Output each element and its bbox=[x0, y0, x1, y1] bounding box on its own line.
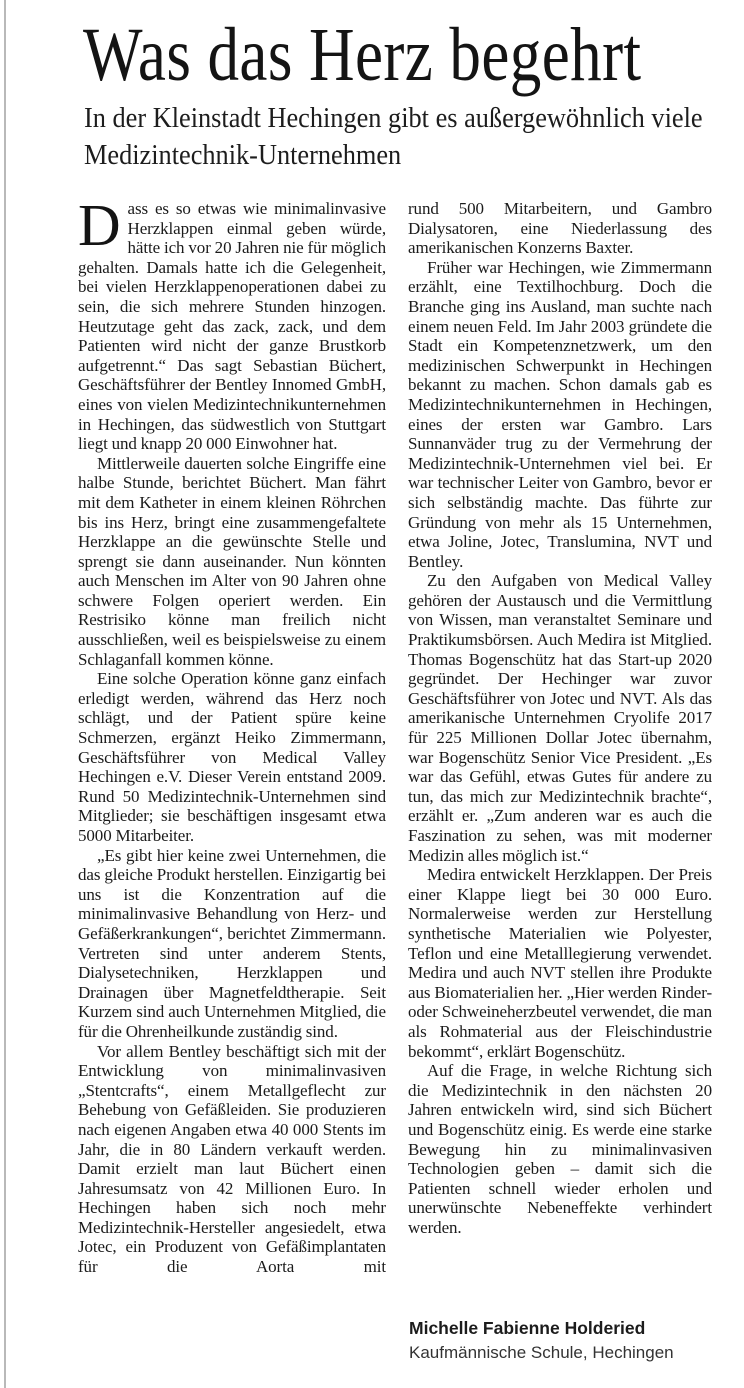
column-left bbox=[78, 199, 386, 1374]
paragraph: Medira entwickelt Herzklappen. Der Preis einer Klappe liegt bei 30 000 Euro. Normalerweise werden zur Herstellung synthetische Materialien wie Polyester, Teflon und eine Metalllegierung verwendet. Medira und auch NVT stellen ihre Produkte aus Biomaterialien her. „Hier werden Rinder- oder Schweineherzbeutel verwendet, die man als Rohmaterial aus der Fleischindustrie bekommt“, erklärt Bogenschütz. bbox=[408, 865, 712, 1061]
paragraph: rund 500 Mitarbeitern, und Gambro Dialysatoren, eine Niederlassung des amerikanischen Konzerns Baxter. bbox=[408, 199, 712, 258]
paragraph: Vor allem Bentley beschäftigt sich mit der Entwicklung von minimalinvasiven „Stentcrafts“, einem Metallgeflecht zur Behebung von Gefäßleiden. Sie produzieren nach eigenen Angaben etwa 40 000 Stents im Jahr, die in 80 Ländern verkauft werden. Damit erzielt man laut Büchert einen Jahresumsatz von 42 Millionen Euro. In Hechingen haben sich noch mehr Medizintechnik-Hersteller angesiedelt, etwa Jotec, ein Produzent von Gefäßimplantaten für die Aorta mit bbox=[78, 1041, 386, 1277]
subhead: In der Kleinstadt Hechingen gibt es außergewöhnlich viele Medizintechnik-Unternehmen bbox=[84, 103, 703, 171]
byline bbox=[409, 1316, 674, 1364]
byline-affiliation: Kaufmännische Schule, Hechingen bbox=[409, 1343, 674, 1362]
paragraph: Früher war Hechingen, wie Zimmermann erzählt, eine Textilhochburg. Doch die Branche ging ins Ausland, man suchte nach einem neuen Feld. Im Jahr 2003 gründete die Stadt ein Kompetenznetzwerk, um den medizinischen Schwerpunkt in Hechingen bekannt zu machen. Schon damals gab es Medizintechnikunternehmen in Hechingen, eines der ersten war Gambro. Lars Sunnanväder trug zu der Vermehrung der Medizintechnik-Unternehmen viel bei. Er war technischer Leiter von Gambro, bevor er sich selbständig machte. Das führte zur Gründung von mehr als 15 Unternehmen, etwa Joline, Jotec, Translumina, NVT und Bentley. bbox=[408, 257, 712, 571]
paragraph: „Es gibt hier keine zwei Unternehmen, die das gleiche Produkt herstellen. Einzigartig bei uns ist die Konzentration auf die minimalinvasive Behandlung von Herz- und Gefäßerkrankungen“, berichtet Zimmermann. Vertreten sind unter anderem Stents, Dialysetechniken, Herzklappen und Drainagen über Magnetfeldtherapie. Seit Kurzem sind auch Unternehmen Mitglied, die für die Ohrenheilkunde zuständig sind. bbox=[78, 845, 386, 1041]
paragraph: Eine solche Operation könne ganz einfach erledigt werden, während das Herz noch schlägt, und der Patient spüre keine Schmerzen, ergänzt Heiko Zimmermann, Geschäftsführer von Medical Valley Hechingen e.V. Dieser Verein entstand 2009. Rund 50 Medizintechnik-Unternehmen sind Mitglieder; sie beschäftigen insgesamt etwa 5000 Mitarbeiter. bbox=[78, 669, 386, 845]
article-body bbox=[78, 199, 712, 1374]
left-column-rule bbox=[4, 0, 6, 1388]
paragraph: Dass es so etwas wie minimalinvasive Herzklappen einmal geben würde, hätte ich vor 20 Jahren nie für möglich gehalten. Damals hatte ich die Gelegenheit, bei vielen Herzklappenoperationen dabei zu sein, die sich mehrere Stunden hinzogen. Heutzutage geht das zack, zack, und dem Patienten wird nicht der ganze Brustkorb aufgetrennt.“ Das sagt Sebastian Büchert, Geschäftsführer der Bentley Innomed GmbH, eines von vielen Medizintechnikunternehmen in Hechingen, das südwestlich von Stuttgart liegt und knapp 20 000 Einwohner hat. bbox=[78, 199, 386, 454]
byline-author: Michelle Fabienne Holderied bbox=[409, 1318, 646, 1338]
column-right bbox=[408, 199, 712, 1309]
drop-cap: D bbox=[78, 199, 121, 258]
headline: Was das Herz begehrt bbox=[83, 13, 642, 97]
paragraph: Zu den Aufgaben von Medical Valley gehören der Austausch und die Vermittlung von Wissen, man veranstaltet Seminare und Praktikumsbörsen. Auch Medira ist Mitglied. Thomas Bogenschütz hat das Start-up 2020 gegründet. Der Hechinger war zuvor Geschäftsführer von Jotec und NVT. Als das amerikanische Unternehmen Cryolife 2017 für 225 Millionen Dollar Jotec übernahm, war Bogenschütz Senior Vice President. „Es war das Gefühl, etwas Gutes für andere zu tun, das mich zur Medizintechnik brachte“, erzählt er. „Zum anderen war es auch die Faszination zu sehen, was mit moderner Medizin alles möglich ist.“ bbox=[408, 571, 712, 865]
paragraph: Mittlerweile dauerten solche Eingriffe eine halbe Stunde, berichtet Büchert. Man fährt mit dem Katheter in einem kleinen Röhrchen bis ins Herz, bringt eine zusammengefaltete Herzklappe an die gewünschte Stelle und sprengt sie dann auseinander. Nun könnten auch Menschen im Alter von 90 Jahren ohne schwere Folgen operiert werden. Ein Restrisiko könne man freilich nicht ausschließen, weil es beispielsweise zu einem Schlaganfall kommen könne. bbox=[78, 453, 386, 669]
paragraph: Auf die Frage, in welche Richtung sich die Medizintechnik in den nächsten 20 Jahren entwickeln wird, sind sich Büchert und Bogenschütz einig. Es werde eine starke Bewegung hin zu minimalinvasiven Technologien geben – damit sich die Patienten schnell wieder erholen und unerwünschte Nebeneffekte verhindert werden. bbox=[408, 1061, 712, 1237]
